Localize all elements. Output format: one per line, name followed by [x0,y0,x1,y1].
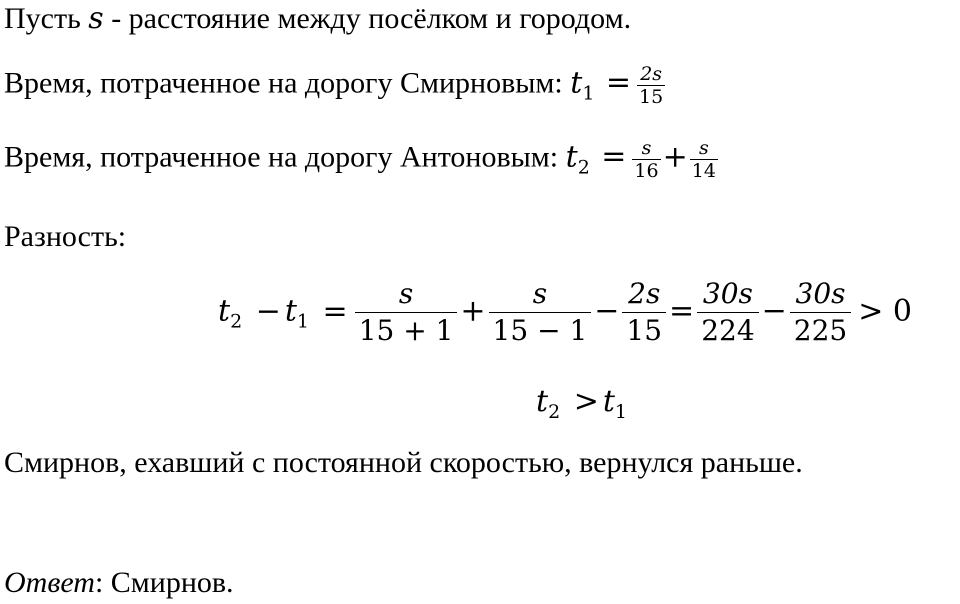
t2-var: t [536,384,549,419]
variable-s: s [88,1,104,36]
fraction-denominator: 16 [634,160,659,182]
greater-than-sign: > [573,384,599,419]
t1-var: t [570,65,583,101]
t2-sub: 2 [548,401,561,423]
plus-sign: + [460,293,486,329]
intro-post: - расстояние между посёлком и городом. [103,2,632,35]
fraction-numerator: s [632,137,660,160]
fraction-numerator: s [690,137,718,160]
equals-sign: = [322,293,348,329]
equals-sign: = [669,293,695,329]
smirnov-fraction [637,63,665,108]
fraction-denominator: 15 [626,314,663,347]
fraction-denominator: 15 − 1 [492,314,588,347]
t1-sub: 1 [296,310,309,333]
fraction-denominator: 15 + 1 [358,314,454,347]
smirnov-time-text: Время, потраченное на дорогу Смирновым: [4,66,571,100]
equals-sign: = [605,65,632,101]
answer-value: : Смирнов. [94,566,234,599]
t1-sub: 1 [582,82,595,105]
minus-sign: − [594,293,620,329]
fraction-numerator: s [355,276,458,313]
fraction-numerator: 30s [697,276,758,313]
answer-label: Ответ [4,566,95,599]
fraction-denominator: 15 [639,86,664,108]
intro-pre: Пусть [4,2,89,35]
fraction-30s-over-225 [790,276,851,349]
minus-sign: − [255,293,281,329]
t2-sub: 2 [577,156,590,179]
fraction-numerator: 2s [637,63,665,86]
inequality [536,384,627,423]
t1-var: t [602,384,615,419]
antonov-time-line [4,137,720,182]
antonov-time-text: Время, потраченное на дорогу Антоновым: [4,140,566,174]
answer-line [4,568,234,598]
t1-var: t [284,293,297,329]
fraction-numerator: 2s [622,276,666,313]
greater-than-zero: > 0 [858,293,912,329]
antonov-fraction-2 [690,137,718,182]
fraction-30s-over-224 [697,276,758,349]
antonov-fraction-1 [632,137,660,182]
equals-sign: = [601,139,627,175]
fraction-s-over-16 [355,276,458,349]
plus-sign: + [662,139,688,175]
t2-sub: 2 [230,310,243,333]
fraction-denominator: 225 [793,314,848,347]
conclusion-line: Смирнов, ехавший с постоянной скоростью, вернулся раньше. [4,446,803,479]
fraction-2s-over-15 [622,276,666,349]
fraction-denominator: 14 [691,160,716,182]
difference-label: Разность: [4,220,127,253]
fraction-numerator: s [489,276,592,313]
t1-sub: 1 [614,401,627,423]
t2-var: t [565,139,578,175]
intro-line [4,1,632,36]
fraction-s-over-14 [489,276,592,349]
minus-sign: − [761,293,787,329]
t2-var: t [218,293,231,329]
fraction-denominator: 224 [701,314,755,347]
smirnov-time-line [4,63,667,108]
difference-equation [218,276,916,349]
fraction-numerator: 30s [790,276,851,313]
